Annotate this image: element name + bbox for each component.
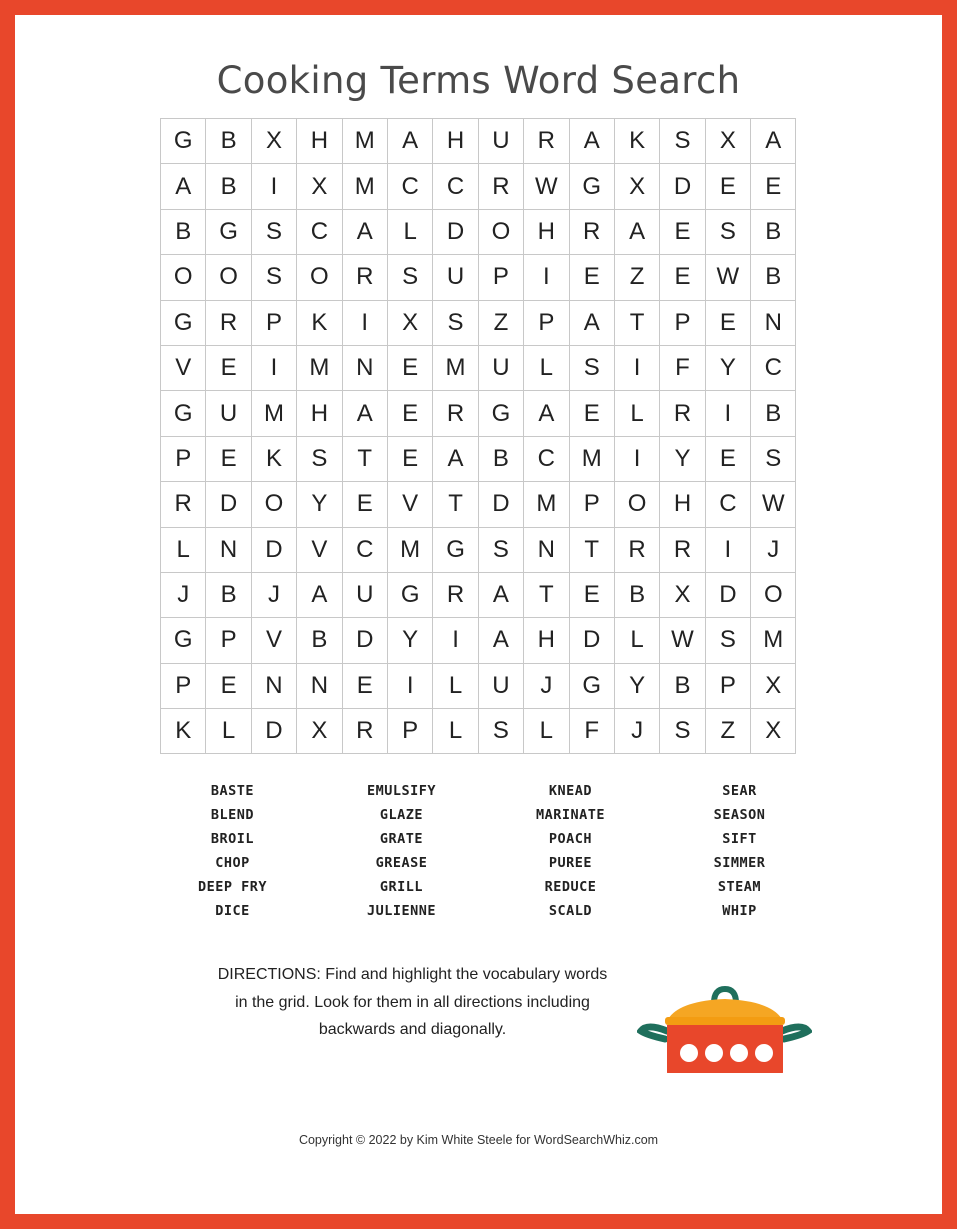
grid-cell: O: [161, 255, 206, 300]
grid-cell: B: [206, 573, 251, 618]
grid-cell: P: [706, 664, 751, 709]
grid-cell: E: [751, 164, 796, 209]
grid-cell: O: [479, 210, 524, 255]
grid-cell: E: [570, 255, 615, 300]
grid-cell: L: [615, 391, 660, 436]
grid-cell: Y: [706, 346, 751, 391]
grid-cell: G: [161, 618, 206, 663]
grid-cell: J: [524, 664, 569, 709]
vocabulary-word: GRATE: [379, 831, 424, 847]
grid-cell: X: [660, 573, 705, 618]
cooking-pot-icon: [637, 973, 812, 1073]
grid-cell: A: [570, 301, 615, 346]
vocabulary-word: GRILL: [379, 879, 424, 895]
grid-cell: N: [297, 664, 342, 709]
word-column: [317, 782, 486, 926]
pot-handle-left: [641, 1027, 667, 1039]
grid-cell: P: [660, 301, 705, 346]
grid-cell: G: [479, 391, 524, 436]
grid-cell: E: [388, 391, 433, 436]
grid-cell: R: [433, 573, 478, 618]
grid-cell: A: [524, 391, 569, 436]
grid-cell: S: [479, 709, 524, 754]
copyright-text: Copyright © 2022 by Kim White Steele for WordSearchWhiz.com: [298, 1133, 659, 1147]
vocabulary-word: CHOP: [215, 855, 250, 871]
grid-cell: O: [206, 255, 251, 300]
grid-cell: E: [343, 482, 388, 527]
grid-cell: I: [252, 346, 297, 391]
grid-cell: A: [161, 164, 206, 209]
grid-cell: S: [706, 210, 751, 255]
grid-cell: H: [660, 482, 705, 527]
grid-cell: R: [524, 119, 569, 164]
grid-cell: X: [252, 119, 297, 164]
letter-grid: [160, 118, 796, 754]
grid-cell: D: [479, 482, 524, 527]
grid-cell: U: [479, 664, 524, 709]
word-column: [655, 782, 824, 926]
grid-cell: R: [161, 482, 206, 527]
grid-cell: N: [252, 664, 297, 709]
grid-cell: H: [297, 119, 342, 164]
grid-cell: J: [252, 573, 297, 618]
grid-cell: F: [660, 346, 705, 391]
grid-cell: E: [706, 437, 751, 482]
vocabulary-word: DICE: [215, 903, 250, 919]
grid-cell: W: [706, 255, 751, 300]
grid-cell: N: [343, 346, 388, 391]
vocabulary-word: KNEAD: [548, 783, 593, 799]
grid-cell: X: [297, 164, 342, 209]
vocabulary-word: SIMMER: [713, 855, 766, 871]
grid-cell: S: [252, 255, 297, 300]
grid-cell: Y: [615, 664, 660, 709]
vocabulary-word: EMULSIFY: [366, 783, 437, 799]
grid-cell: S: [660, 119, 705, 164]
grid-cell: W: [524, 164, 569, 209]
grid-cell: R: [570, 210, 615, 255]
grid-cell: X: [751, 664, 796, 709]
grid-cell: B: [615, 573, 660, 618]
grid-cell: C: [751, 346, 796, 391]
grid-cell: K: [297, 301, 342, 346]
grid-cell: C: [433, 164, 478, 209]
grid-cell: A: [343, 210, 388, 255]
grid-cell: B: [751, 255, 796, 300]
grid-cell: K: [252, 437, 297, 482]
grid-cell: Y: [660, 437, 705, 482]
grid-cell: G: [570, 164, 615, 209]
grid-cell: G: [161, 301, 206, 346]
vocabulary-word: MARINATE: [535, 807, 606, 823]
grid-cell: O: [297, 255, 342, 300]
vocabulary-word: PUREE: [548, 855, 593, 871]
pot-lid-rim: [665, 1017, 785, 1025]
grid-cell: M: [751, 618, 796, 663]
grid-cell: C: [388, 164, 433, 209]
grid-cell: L: [615, 618, 660, 663]
grid-cell: J: [161, 573, 206, 618]
grid-cell: E: [206, 437, 251, 482]
grid-cell: P: [161, 437, 206, 482]
grid-cell: H: [524, 210, 569, 255]
grid-cell: A: [479, 618, 524, 663]
grid-cell: W: [660, 618, 705, 663]
grid-cell: T: [524, 573, 569, 618]
grid-cell: S: [252, 210, 297, 255]
grid-cell: O: [252, 482, 297, 527]
grid-cell: T: [433, 482, 478, 527]
grid-cell: E: [570, 573, 615, 618]
grid-cell: P: [252, 301, 297, 346]
grid-cell: I: [524, 255, 569, 300]
vocabulary-word: SEAR: [722, 783, 757, 799]
grid-cell: B: [479, 437, 524, 482]
grid-cell: Z: [615, 255, 660, 300]
grid-cell: S: [751, 437, 796, 482]
grid-cell: T: [615, 301, 660, 346]
grid-cell: E: [660, 210, 705, 255]
grid-cell: E: [660, 255, 705, 300]
grid-cell: I: [388, 664, 433, 709]
grid-cell: B: [751, 391, 796, 436]
grid-cell: J: [615, 709, 660, 754]
grid-cell: D: [660, 164, 705, 209]
grid-cell: V: [388, 482, 433, 527]
grid-cell: R: [343, 709, 388, 754]
grid-cell: A: [433, 437, 478, 482]
grid-cell: M: [524, 482, 569, 527]
grid-cell: E: [388, 346, 433, 391]
grid-cell: I: [615, 437, 660, 482]
vocabulary-word: SIFT: [722, 831, 757, 847]
grid-cell: P: [479, 255, 524, 300]
grid-cell: Z: [479, 301, 524, 346]
directions-line: DIRECTIONS: Find and highlight the vocabulary words: [217, 966, 608, 983]
grid-cell: P: [161, 664, 206, 709]
grid-cell: S: [297, 437, 342, 482]
directions-line: backwards and diagonally.: [318, 1021, 507, 1038]
grid-cell: A: [570, 119, 615, 164]
vocabulary-word: DEEP FRY: [197, 879, 268, 895]
grid-cell: L: [524, 709, 569, 754]
grid-cell: J: [751, 528, 796, 573]
vocabulary-word: POACH: [548, 831, 593, 847]
grid-cell: C: [524, 437, 569, 482]
grid-cell: U: [343, 573, 388, 618]
grid-cell: A: [297, 573, 342, 618]
grid-cell: R: [615, 528, 660, 573]
grid-cell: B: [660, 664, 705, 709]
grid-cell: T: [343, 437, 388, 482]
grid-cell: X: [615, 164, 660, 209]
grid-cell: I: [433, 618, 478, 663]
grid-cell: B: [297, 618, 342, 663]
vocabulary-word: GLAZE: [379, 807, 424, 823]
grid-cell: G: [206, 210, 251, 255]
grid-cell: U: [433, 255, 478, 300]
grid-cell: S: [479, 528, 524, 573]
grid-cell: L: [433, 709, 478, 754]
grid-cell: P: [570, 482, 615, 527]
grid-cell: E: [706, 301, 751, 346]
grid-cell: M: [388, 528, 433, 573]
grid-cell: M: [570, 437, 615, 482]
grid-cell: B: [206, 119, 251, 164]
grid-cell: N: [751, 301, 796, 346]
grid-cell: W: [751, 482, 796, 527]
grid-cell: Y: [388, 618, 433, 663]
grid-cell: T: [570, 528, 615, 573]
grid-cell: D: [433, 210, 478, 255]
grid-cell: M: [433, 346, 478, 391]
grid-cell: P: [524, 301, 569, 346]
grid-cell: G: [161, 119, 206, 164]
grid-cell: D: [252, 709, 297, 754]
grid-cell: R: [343, 255, 388, 300]
grid-cell: C: [706, 482, 751, 527]
grid-cell: H: [433, 119, 478, 164]
grid-cell: D: [706, 573, 751, 618]
grid-cell: H: [524, 618, 569, 663]
grid-cell: I: [706, 528, 751, 573]
grid-cell: S: [660, 709, 705, 754]
grid-cell: L: [161, 528, 206, 573]
grid-cell: K: [161, 709, 206, 754]
grid-cell: A: [479, 573, 524, 618]
pot-handle-right: [782, 1027, 808, 1039]
grid-cell: B: [161, 210, 206, 255]
vocabulary-word: JULIENNE: [366, 903, 437, 919]
grid-cell: S: [433, 301, 478, 346]
grid-cell: G: [388, 573, 433, 618]
grid-cell: C: [297, 210, 342, 255]
grid-cell: U: [479, 119, 524, 164]
grid-cell: X: [706, 119, 751, 164]
grid-cell: R: [433, 391, 478, 436]
vocabulary-word: SCALD: [548, 903, 593, 919]
grid-cell: X: [297, 709, 342, 754]
grid-cell: D: [570, 618, 615, 663]
grid-cell: V: [297, 528, 342, 573]
grid-cell: X: [751, 709, 796, 754]
grid-cell: S: [706, 618, 751, 663]
grid-cell: I: [343, 301, 388, 346]
grid-cell: O: [615, 482, 660, 527]
grid-cell: D: [206, 482, 251, 527]
grid-cell: M: [343, 164, 388, 209]
vocabulary-word: BASTE: [210, 783, 255, 799]
grid-cell: L: [206, 709, 251, 754]
vocabulary-word: SEASON: [713, 807, 766, 823]
grid-cell: G: [570, 664, 615, 709]
grid-cell: C: [343, 528, 388, 573]
grid-cell: U: [206, 391, 251, 436]
grid-cell: P: [206, 618, 251, 663]
grid-cell: E: [388, 437, 433, 482]
grid-cell: R: [479, 164, 524, 209]
word-column: [486, 782, 655, 926]
grid-cell: I: [615, 346, 660, 391]
grid-cell: R: [206, 301, 251, 346]
grid-cell: B: [751, 210, 796, 255]
grid-cell: N: [524, 528, 569, 573]
grid-cell: E: [570, 391, 615, 436]
grid-cell: A: [751, 119, 796, 164]
vocabulary-word: STEAM: [717, 879, 762, 895]
grid-cell: Y: [297, 482, 342, 527]
grid-cell: S: [388, 255, 433, 300]
grid-cell: P: [388, 709, 433, 754]
grid-cell: V: [161, 346, 206, 391]
directions-text: [185, 961, 640, 1044]
worksheet-page: [15, 15, 942, 1214]
grid-cell: A: [615, 210, 660, 255]
grid-cell: S: [570, 346, 615, 391]
grid-cell: E: [206, 664, 251, 709]
vocabulary-word: BLEND: [210, 807, 255, 823]
grid-cell: F: [570, 709, 615, 754]
grid-cell: M: [343, 119, 388, 164]
grid-cell: L: [524, 346, 569, 391]
grid-cell: E: [206, 346, 251, 391]
grid-cell: D: [343, 618, 388, 663]
grid-cell: N: [206, 528, 251, 573]
grid-cell: U: [479, 346, 524, 391]
grid-cell: H: [297, 391, 342, 436]
grid-cell: R: [660, 391, 705, 436]
grid-cell: D: [252, 528, 297, 573]
grid-cell: B: [206, 164, 251, 209]
grid-cell: E: [343, 664, 388, 709]
page-title: Cooking Terms Word Search: [216, 59, 741, 102]
grid-cell: G: [161, 391, 206, 436]
vocabulary-word: REDUCE: [544, 879, 597, 895]
grid-cell: M: [252, 391, 297, 436]
grid-cell: Z: [706, 709, 751, 754]
grid-cell: E: [706, 164, 751, 209]
vocabulary-word: GREASE: [375, 855, 428, 871]
word-column: [148, 782, 317, 926]
grid-cell: K: [615, 119, 660, 164]
grid-cell: L: [388, 210, 433, 255]
grid-cell: M: [297, 346, 342, 391]
vocabulary-word: WHIP: [722, 903, 757, 919]
grid-cell: I: [252, 164, 297, 209]
word-list: [148, 782, 824, 926]
grid-cell: I: [706, 391, 751, 436]
grid-cell: X: [388, 301, 433, 346]
grid-cell: O: [751, 573, 796, 618]
grid-cell: R: [660, 528, 705, 573]
vocabulary-word: BROIL: [210, 831, 255, 847]
grid-cell: V: [252, 618, 297, 663]
grid-cell: L: [433, 664, 478, 709]
grid-cell: G: [433, 528, 478, 573]
grid-cell: A: [343, 391, 388, 436]
grid-cell: A: [388, 119, 433, 164]
directions-line: in the grid. Look for them in all directions including: [235, 993, 590, 1011]
